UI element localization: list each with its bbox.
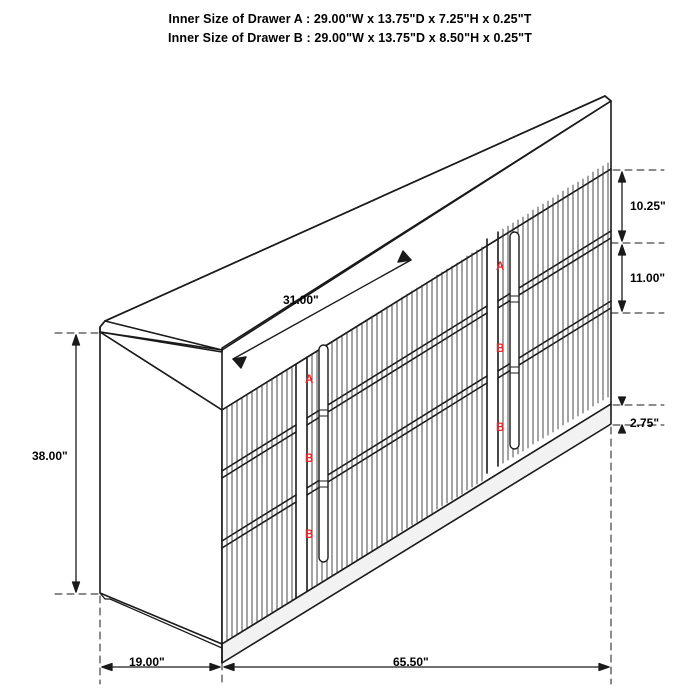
dimension-right-middle-label: 11.00" — [630, 271, 666, 285]
drawer-label-left-b1: B — [305, 453, 314, 465]
drawer-label-right-b2: B — [496, 422, 505, 434]
handle-left — [319, 345, 328, 562]
left-extension-lines — [50, 333, 98, 594]
dimension-left-height-label: 38.00" — [32, 449, 68, 463]
left-side-panel — [100, 332, 222, 644]
right-dimension-arrows — [619, 172, 626, 433]
drawer-label-right-b1: B — [496, 343, 505, 355]
drawer-label-left-a: A — [305, 374, 314, 386]
dimension-right-top-label: 10.25" — [630, 199, 666, 213]
dimension-top-depth-label: 31.00" — [283, 293, 319, 307]
dimension-right-bottom-label: 2.75" — [630, 416, 660, 430]
handle-right — [510, 232, 519, 449]
dimension-bottom-width-label: 65.50" — [393, 655, 429, 669]
drawer-label-right-a: A — [496, 261, 505, 273]
dimension-bottom-depth-label: 19.00" — [129, 655, 165, 669]
spec-line-drawer-a: Inner Size of Drawer A : 29.00"W x 13.75"D x 7.25"H x 0.25"T — [168, 12, 532, 26]
bottom-dimension-arrows — [102, 664, 609, 671]
spec-line-drawer-b: Inner Size of Drawer B : 29.00"W x 13.75"D x 8.50"H x 0.25"T — [168, 31, 532, 45]
drawer-label-left-b2: B — [305, 529, 314, 541]
left-dimension-arrow — [73, 335, 80, 592]
